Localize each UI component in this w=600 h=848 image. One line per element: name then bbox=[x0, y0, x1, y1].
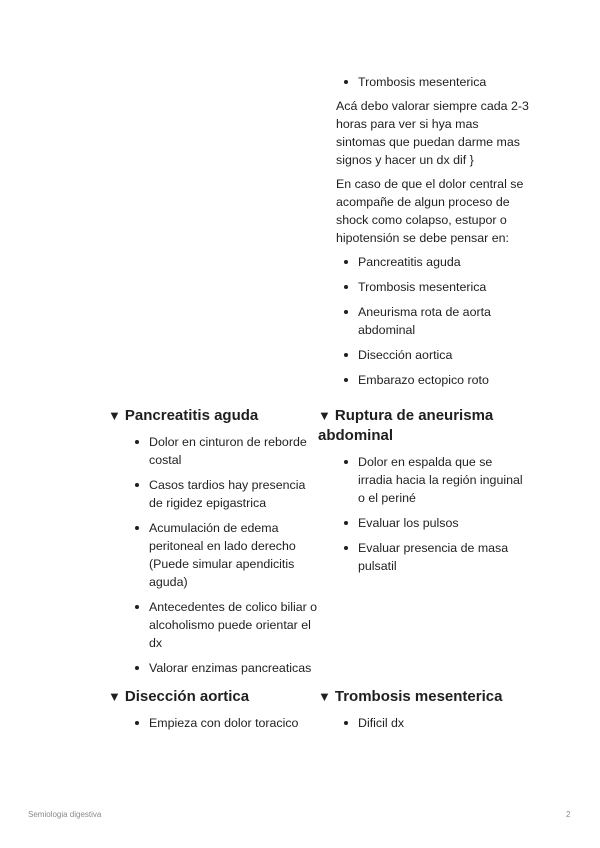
list-item: Dolor en cinturon de reborde costal bbox=[127, 433, 320, 469]
section-pancreatitis bbox=[108, 406, 320, 677]
trombosis-list bbox=[336, 714, 528, 732]
list-item: Acumulación de edema peritoneal en lado derecho (Puede simular apendicitis aguda) bbox=[127, 519, 320, 591]
list-item: Antecedentes de colico biliar o alcoholismo puede orientar el dx bbox=[127, 598, 320, 652]
paragraph-monitoring: Acá debo valorar siempre cada 2-3 horas para ver si hya mas sintomas que puedan darme mas signos y hacer un dx dif } bbox=[336, 99, 529, 167]
section-title: Trombosis mesenterica bbox=[334, 688, 503, 705]
list-item: Casos tardios hay presencia de rigidez epigastrica bbox=[127, 476, 320, 512]
toggle-triangle-icon[interactable]: ▼ bbox=[318, 408, 331, 423]
pancreatitis-list bbox=[127, 433, 320, 677]
list-item: Pancreatitis aguda bbox=[336, 253, 530, 271]
list-item: Dificil dx bbox=[336, 714, 528, 732]
section-aneurisma bbox=[318, 406, 528, 575]
paragraph-shock: En caso de que el dolor central se acompañe de algun proceso de shock como colapso, estupor o hipotensión se debe pensar en: bbox=[336, 177, 524, 245]
section-title: Disección aortica bbox=[124, 688, 250, 705]
toggle-triangle-icon[interactable]: ▼ bbox=[108, 689, 121, 704]
toggle-pancreatitis[interactable] bbox=[108, 406, 320, 426]
section-title: Ruptura de aneurisma abdominal bbox=[318, 407, 494, 444]
toggle-trombosis[interactable] bbox=[318, 687, 528, 707]
list-item: Embarazo ectopico roto bbox=[336, 371, 530, 389]
diseccion-list bbox=[127, 714, 320, 732]
toggle-diseccion[interactable] bbox=[108, 687, 320, 707]
section-diseccion bbox=[108, 687, 320, 732]
section-trombosis bbox=[318, 687, 528, 732]
list-item: Disección aortica bbox=[336, 346, 530, 364]
footer-title: Semiologia digestiva bbox=[28, 810, 102, 819]
list-item: Evaluar los pulsos bbox=[336, 514, 528, 532]
list-item: Trombosis mesenterica bbox=[336, 73, 530, 91]
list-item: Evaluar presencia de masa pulsatil bbox=[336, 539, 528, 575]
list-item: Dolor en espalda que se irradia hacia la región inguinal o el periné bbox=[336, 453, 528, 507]
toggle-triangle-icon[interactable]: ▼ bbox=[108, 408, 121, 423]
top-right-column bbox=[336, 73, 530, 389]
toggle-triangle-icon[interactable]: ▼ bbox=[318, 689, 331, 704]
toggle-aneurisma[interactable] bbox=[318, 406, 528, 446]
bullet-list-top bbox=[336, 73, 530, 91]
list-item: Valorar enzimas pancreaticas bbox=[127, 659, 320, 677]
aneurisma-list bbox=[336, 453, 528, 575]
list-item: Trombosis mesenterica bbox=[336, 278, 530, 296]
shock-differential-list bbox=[336, 253, 530, 389]
page-number: 2 bbox=[566, 810, 571, 819]
list-item: Aneurisma rota de aorta abdominal bbox=[336, 303, 530, 339]
section-title: Pancreatitis aguda bbox=[124, 407, 259, 424]
list-item: Empieza con dolor toracico bbox=[127, 714, 320, 732]
